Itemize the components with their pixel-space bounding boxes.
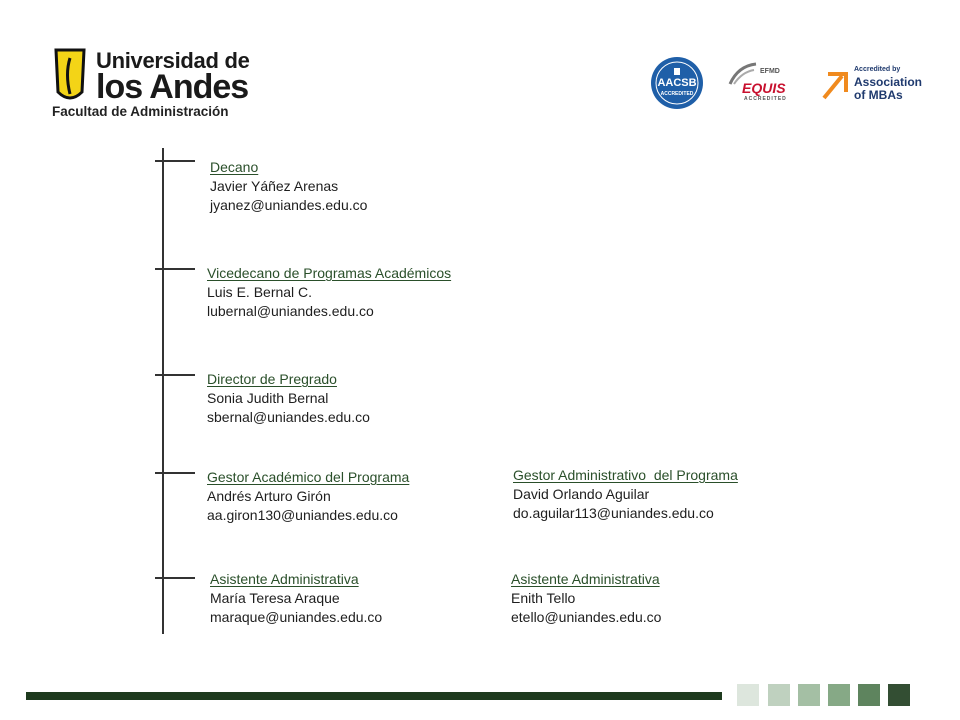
connector-dean bbox=[155, 160, 195, 162]
assistant-1-block bbox=[210, 570, 382, 627]
footer-square bbox=[798, 684, 820, 706]
footer-square bbox=[737, 684, 759, 706]
vice-dean-role: Vicedecano de Programas Académicos bbox=[207, 265, 452, 281]
equis-badge bbox=[728, 60, 788, 106]
assistant-1-role: Asistente Administrativa bbox=[210, 571, 359, 587]
footer-square bbox=[768, 684, 790, 706]
assistant-2-name: Enith Tello bbox=[511, 590, 576, 606]
admin-manager-role: Gestor Administrativo del Programa bbox=[513, 467, 738, 483]
connector-managers bbox=[155, 472, 195, 474]
academic-manager-name: Andrés Arturo Girón bbox=[207, 488, 331, 504]
aacsb-name: AACSB bbox=[657, 77, 697, 89]
amba-line-2: Association bbox=[854, 75, 923, 89]
dean-block bbox=[210, 158, 367, 215]
assistant-2-role: Asistente Administrativa bbox=[511, 571, 660, 587]
vice-dean-email: lubernal@uniandes.edu.co bbox=[207, 303, 374, 319]
amba-line-3: of MBAs bbox=[854, 88, 903, 102]
amba-arrow-icon bbox=[820, 68, 850, 102]
director-email: sbernal@uniandes.edu.co bbox=[207, 409, 370, 425]
aacsb-badge bbox=[650, 56, 704, 110]
logo-line-1: Universidad de bbox=[96, 48, 250, 73]
dean-role: Decano bbox=[210, 159, 259, 175]
director-block bbox=[207, 370, 370, 427]
dean-name: Javier Yáñez Arenas bbox=[210, 178, 339, 194]
amba-line-1: Accredited by bbox=[854, 66, 901, 73]
academic-manager-role: Gestor Académico del Programa bbox=[207, 469, 410, 485]
university-logo bbox=[52, 46, 250, 120]
director-name: Sonia Judith Bernal bbox=[207, 390, 329, 406]
org-chart-trunk bbox=[162, 148, 164, 634]
academic-manager-block bbox=[207, 468, 409, 525]
logo-faculty-name: Facultad de Administración bbox=[52, 104, 229, 119]
assistant-1-email: maraque@uniandes.edu.co bbox=[210, 609, 383, 625]
equis-name: EQUIS bbox=[742, 80, 786, 96]
admin-manager-name: David Orlando Aguilar bbox=[513, 486, 650, 502]
logo-line-2: los Andes bbox=[96, 68, 249, 106]
admin-manager-email: do.aguilar113@uniandes.edu.co bbox=[513, 505, 714, 521]
academic-manager-email: aa.giron130@uniandes.edu.co bbox=[207, 507, 398, 523]
vice-dean-name: Luis E. Bernal C. bbox=[207, 284, 313, 300]
vice-dean-block bbox=[207, 264, 451, 321]
connector-vice-dean bbox=[155, 268, 195, 270]
footer-bar bbox=[26, 692, 722, 700]
director-role: Director de Pregrado bbox=[207, 371, 337, 387]
admin-manager-block bbox=[513, 466, 738, 523]
equis-label: ACCREDITED bbox=[744, 96, 787, 102]
assistant-2-block bbox=[511, 570, 661, 627]
equis-efmd: EFMD bbox=[760, 68, 780, 75]
footer-square bbox=[888, 684, 910, 706]
dean-email: jyanez@uniandes.edu.co bbox=[210, 197, 368, 213]
assistant-2-email: etello@uniandes.edu.co bbox=[511, 609, 662, 625]
logo-emblem-icon bbox=[52, 48, 88, 104]
connector-director bbox=[155, 374, 195, 376]
connector-assistants bbox=[155, 577, 195, 579]
assistant-1-name: María Teresa Araque bbox=[210, 590, 340, 606]
amba-badge bbox=[820, 66, 923, 106]
footer-square bbox=[828, 684, 850, 706]
footer-square bbox=[858, 684, 880, 706]
aacsb-label: ACCREDITED bbox=[660, 91, 694, 97]
